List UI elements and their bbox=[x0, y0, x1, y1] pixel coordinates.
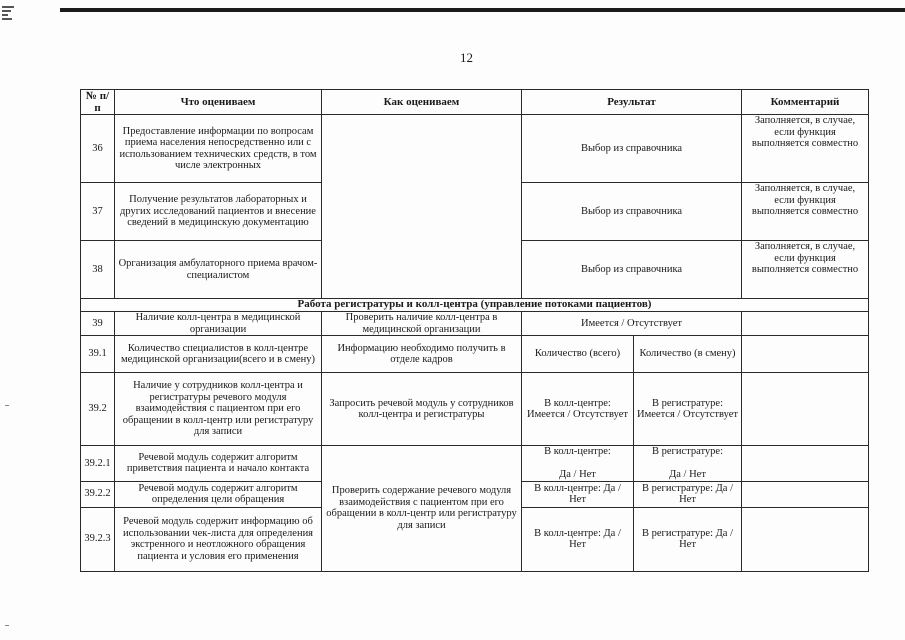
row-what: Количество специалистов в колл-центре медицинской организации(всего и в смену) bbox=[115, 336, 322, 373]
row-comment-empty bbox=[742, 507, 869, 571]
row-result: Имеется / Отсутствует bbox=[522, 312, 742, 336]
section-row bbox=[81, 299, 869, 312]
row-comment-empty bbox=[742, 481, 869, 507]
row-what: Наличие колл-центра в медицинской организации bbox=[115, 312, 322, 336]
table-row bbox=[81, 312, 869, 336]
row-what: Речевой модуль содержит информацию об использовании чек-листа для определения экстренного и неотложного обращения пациента и условия его применения bbox=[115, 507, 322, 571]
row-comment-empty bbox=[742, 312, 869, 336]
result-value: Да / Нет bbox=[559, 469, 596, 480]
row-what: Речевой модуль содержит алгоритм определения цели обращения bbox=[115, 481, 322, 507]
row-num: 39 bbox=[81, 312, 115, 336]
table-row bbox=[81, 115, 869, 183]
row-what: Наличие у сотрудников колл-центра и регистратуры речевого модуля взаимодействия с пациентом при его обращении в колл-центр или регистратуру для записи bbox=[115, 373, 322, 446]
row-result-callcenter: В колл-центре: Имеется / Отсутствует bbox=[522, 373, 634, 446]
row-comment: Заполняется, в случае, если функция выполняется совместно bbox=[742, 183, 869, 241]
row-how: Информацию необходимо получить в отделе кадров bbox=[322, 336, 522, 373]
row-result-registry: В регистратуре: Да / Нет bbox=[634, 507, 742, 571]
col-header-how: Как оцениваем bbox=[322, 90, 522, 115]
row-comment: Заполняется, в случае, если функция выполняется совместно bbox=[742, 241, 869, 299]
col-header-result: Результат bbox=[522, 90, 742, 115]
table-row bbox=[81, 336, 869, 373]
row-how: Проверить наличие колл-центра в медицинской организации bbox=[322, 312, 522, 336]
scan-top-border bbox=[60, 8, 905, 12]
scan-corner-mark bbox=[2, 4, 16, 32]
row-num: 36 bbox=[81, 115, 115, 183]
section-title: Работа регистратуры и колл-центра (управление потоками пациентов) bbox=[81, 299, 869, 312]
row-num: 39.2.2 bbox=[81, 481, 115, 507]
row-num: 39.2 bbox=[81, 373, 115, 446]
row-what: Предоставление информации по вопросам приема населения непосредственно или с использованием технических средств, в том числе электронных bbox=[115, 115, 322, 183]
row-num: 39.1 bbox=[81, 336, 115, 373]
row-num: 39.2.1 bbox=[81, 446, 115, 482]
row-how: Запросить речевой модуль у сотрудников колл-центра и регистратуры bbox=[322, 373, 522, 446]
row-result: Выбор из справочника bbox=[522, 241, 742, 299]
col-header-what: Что оцениваем bbox=[115, 90, 322, 115]
row-num: 38 bbox=[81, 241, 115, 299]
scan-margin-mark bbox=[5, 405, 9, 406]
row-result: Выбор из справочника bbox=[522, 115, 742, 183]
row-result-callcenter: В колл-центре: Да / Нет bbox=[522, 481, 634, 507]
row-comment-empty bbox=[742, 336, 869, 373]
row-result-registry bbox=[634, 446, 742, 482]
assessment-table bbox=[80, 89, 869, 572]
row-how-shared: Проверить содержание речевого модуля взаимодействия с пациентом при его обращении в колл-центр или регистратуру для записи bbox=[322, 446, 522, 572]
table-header-row bbox=[81, 90, 869, 115]
col-header-num: № п/п bbox=[81, 90, 115, 115]
row-num: 37 bbox=[81, 183, 115, 241]
row-result-shift: Количество (в смену) bbox=[634, 336, 742, 373]
row-comment-empty bbox=[742, 446, 869, 482]
row-result-registry: В регистратуре: Имеется / Отсутствует bbox=[634, 373, 742, 446]
row-result-registry: В регистратуре: Да / Нет bbox=[634, 481, 742, 507]
result-value: Да / Нет bbox=[669, 469, 706, 480]
row-num: 39.2.3 bbox=[81, 507, 115, 571]
row-comment-empty bbox=[742, 373, 869, 446]
col-header-comment: Комментарий bbox=[742, 90, 869, 115]
row-how-empty bbox=[322, 115, 522, 299]
row-what: Речевой модуль содержит алгоритм приветствия пациента и начало контакта bbox=[115, 446, 322, 482]
result-label: В колл-центре: bbox=[544, 446, 611, 457]
row-result-callcenter bbox=[522, 446, 634, 482]
scan-margin-mark bbox=[5, 625, 9, 626]
row-result-total: Количество (всего) bbox=[522, 336, 634, 373]
table-row bbox=[81, 373, 869, 446]
row-result: Выбор из справочника bbox=[522, 183, 742, 241]
row-what: Получение результатов лабораторных и других исследований пациентов и внесение сведений в медицинскую документацию bbox=[115, 183, 322, 241]
page-number: 12 bbox=[460, 50, 473, 65]
table-row bbox=[81, 446, 869, 482]
result-label: В регистратуре: bbox=[652, 446, 724, 457]
row-result-callcenter: В колл-центре: Да / Нет bbox=[522, 507, 634, 571]
row-what: Организация амбулаторного приема врачом-специалистом bbox=[115, 241, 322, 299]
row-comment: Заполняется, в случае, если функция выполняется совместно bbox=[742, 115, 869, 183]
